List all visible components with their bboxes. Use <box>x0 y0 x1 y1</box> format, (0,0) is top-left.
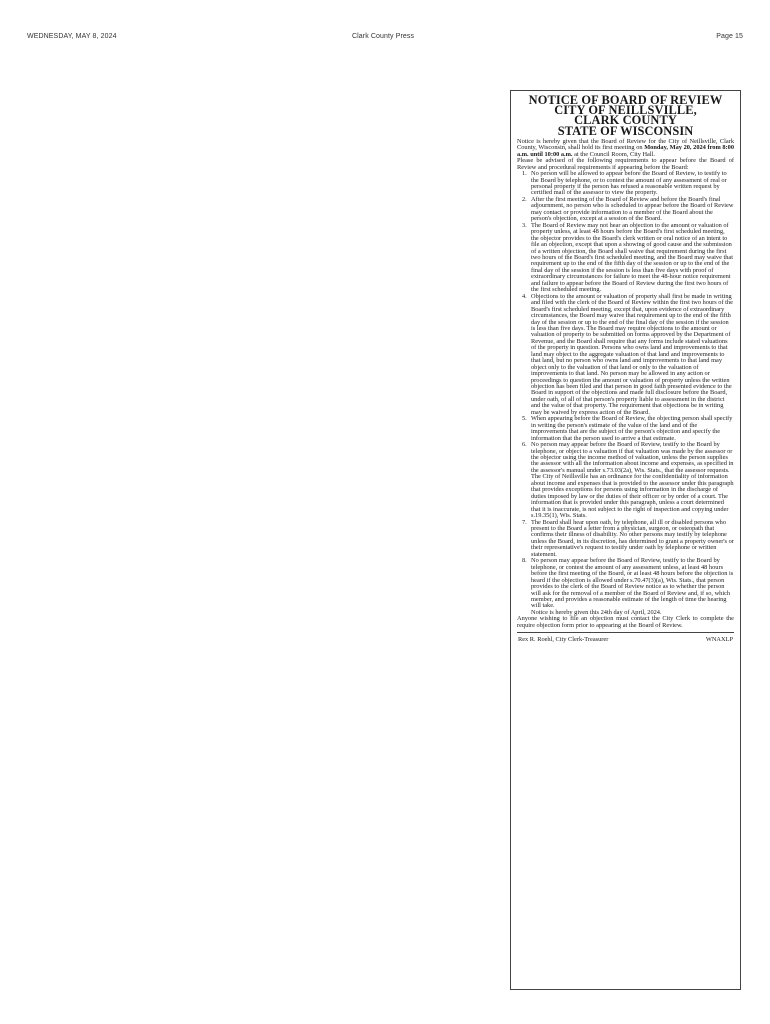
intro-location: at the Council Room, City Hall. <box>572 150 655 158</box>
item-text: No person may appear before the Board of Review, testify to the Board by telephone, or contest the amount of any assessment unless, at least 48 hours before the first meeting of the Board, or at least 48 hours before the objection is heard if the objection is allowed under s.70.47(3)(a), Wis. Stats., that person provides to the clerk of the Board of Review notice as to whether the person will ask for the removal of a member of the Board of Review and, if so, which member, and provides a reasonable estimate of the length of time the hearing will take. <box>531 557 734 610</box>
item-number: 5. <box>522 415 527 423</box>
requirement-item <box>522 170 734 197</box>
requirement-item <box>522 441 734 520</box>
requirement-item <box>522 195 734 223</box>
item-text: After the first meeting of the Board of Review and before the Board's final adjournment, no person who is scheduled to appear before the Board of Review may contact or provide information to a member of the Board about the person's objection, except at a session of the Board. <box>531 195 734 223</box>
item-number: 4. <box>522 292 527 300</box>
notice-contact-instructions: Anyone wishing to file an objection must contact the City Clerk to complete the require objection form prior to appearing at the Board of Review. <box>517 615 734 629</box>
requirement-item <box>522 518 734 559</box>
item-number: 3. <box>522 221 527 229</box>
header-page-number: Page 15 <box>716 33 743 40</box>
requirements-list <box>517 171 734 610</box>
item-text: The Board shall hear upon oath, by telephone, all ill or disabled persons who present to the Board a letter from a physician, surgeon, or osteopath that confirms their illness of disability. No other persons may testify by telephone unless the Board, in its discretion, has determined to grant a property owner's or their representative's request to testify under oath by telephone or written statement. <box>531 518 734 558</box>
item-text: When appearing before the Board of Review, the objecting person shall specify in writing the person's estimate of the value of the land and of the improvements that are the subject of the person's objection and specify the information that the person used to arrive a that estimate. <box>531 415 733 442</box>
notice-title-line: CLARK COUNTY <box>574 113 677 128</box>
item-number: 7. <box>522 518 527 526</box>
item-text: The Board of Review may not hear an objection to the amount or valuation of property unless, at least 48 hours before the Board's first scheduled meeting, the objector provides to the Board's clerk written or oral notice of an intent to file an objection, except that upon a showing of good cause and the submission of a written objection, the Board shall waive that requirement during the first two hours of the Board's first scheduled meeting, and the Board may waive that requirement up to the end of the fifth day of the session or up to the end of the final day of the session if the session is less than five days with proof of extraordinary circumstances for failure to meet the 48-hour notice requirement and failure to appear before the Board of Review during the first two hours of the first scheduled meeting. <box>531 221 733 294</box>
meeting-datetime: Monday, May 20, 2024 from 8:00 a.m. until 10:00 a.m. <box>517 144 734 158</box>
notice-title-line: STATE OF WISCONSIN <box>557 123 694 138</box>
intro-text: Notice is hereby given that the Board of Review for the City of Neillsville, Clark County, Wisconsin, shall hold its first meeting on <box>517 137 734 152</box>
notice-title <box>517 95 734 136</box>
notice-intro <box>517 139 734 158</box>
header-paper-name: Clark County Press <box>352 33 415 40</box>
requirement-item <box>522 557 734 610</box>
item-number: 2. <box>522 195 527 203</box>
header-date: WEDNESDAY, MAY 8, 2024 <box>27 33 117 40</box>
item-text: No person will be allowed to appear before the Board of Review, to testify to the Board by telephone, or to contest the amount of any assessment of real or personal property if the person has refused a reasonable written request by certified mail of the assessor to view the property. <box>531 170 727 197</box>
item-number: 6. <box>522 441 527 449</box>
item-number: 8. <box>522 557 527 565</box>
requirement-item <box>522 292 734 417</box>
notice-title-line: CITY OF NEILLSVILLE, <box>554 103 697 118</box>
item-text: Objections to the amount or valuation of property shall first be made in writing and filed with the clerk of the Board of Review within the first two hours of the Board's first scheduled meeting, except that, upon evidence of extraordinary circumstances, the Board may waive that requirement up to the end of the fifth day of the session or up to the end of the final day of the session if the session is less than five days. The Board may require objections to the amount or valuation of property to be submitted on forms approved by the Department of Revenue, and the Board shall require that any forms include stated valuations of the property in question. Persons who owns land and improvements to that land may object to the aggregate valuation of that land and improvements to that land, but no person who owns land and improvements to that land may object only to the valuation of that land or only to the valuation of improvements to that land. No person may be allowed in any action or proceedings to question the amount or valuation of property unless the written objection has been filed and that person in good faith presented evidence to the Board in support of the objections and made full disclosure before the Board, under oath, of all of that person's property liable to assessment in the district and the value of that property. The requirement that objections be in writing may be waived by express action of the Board. <box>531 292 733 416</box>
notice-advised: Please be advised of the following requirements to appear before the Board of Review and procedural requirements if appearing before the Board: <box>517 157 734 171</box>
notice-footer <box>517 632 734 643</box>
notice-title-line: NOTICE OF BOARD OF REVIEW <box>528 93 723 107</box>
requirement-item <box>522 221 734 294</box>
item-text: No person may appear before the Board of Review, testify to the Board by telephone, or object to a valuation if that valuation was made by the assessor or the objector using the income method of valuation, unless the person supplies the assessor with all the information about income and expenses, as specified in the assessor's manual under s.73.03(2a), Wis. Stats., that the assessor requests. The City of Neillsville has an ordinance for the confidentiality of information about income and expenses that is provided to the assessor under this paragraph that provides exceptions for persons using information in the discharge of duties imposed by law or the duties of their officer or by order of a court. The information that is provided under this paragraph, unless a court determined that it is inaccurate, is not subject to the right of inspection and copying under s.19.35(1), Wis. Stats. <box>531 441 734 520</box>
clerk-signature: Rex R. Roehl, City Clerk-Treasurer <box>518 636 609 644</box>
requirement-item <box>522 415 734 442</box>
notice-code: WNAXLP <box>705 636 733 644</box>
item-number: 1. <box>522 170 527 178</box>
legal-notice-box <box>510 90 741 990</box>
notice-given-date: Notice is hereby given this 24th day of April, 2024. <box>531 608 662 616</box>
